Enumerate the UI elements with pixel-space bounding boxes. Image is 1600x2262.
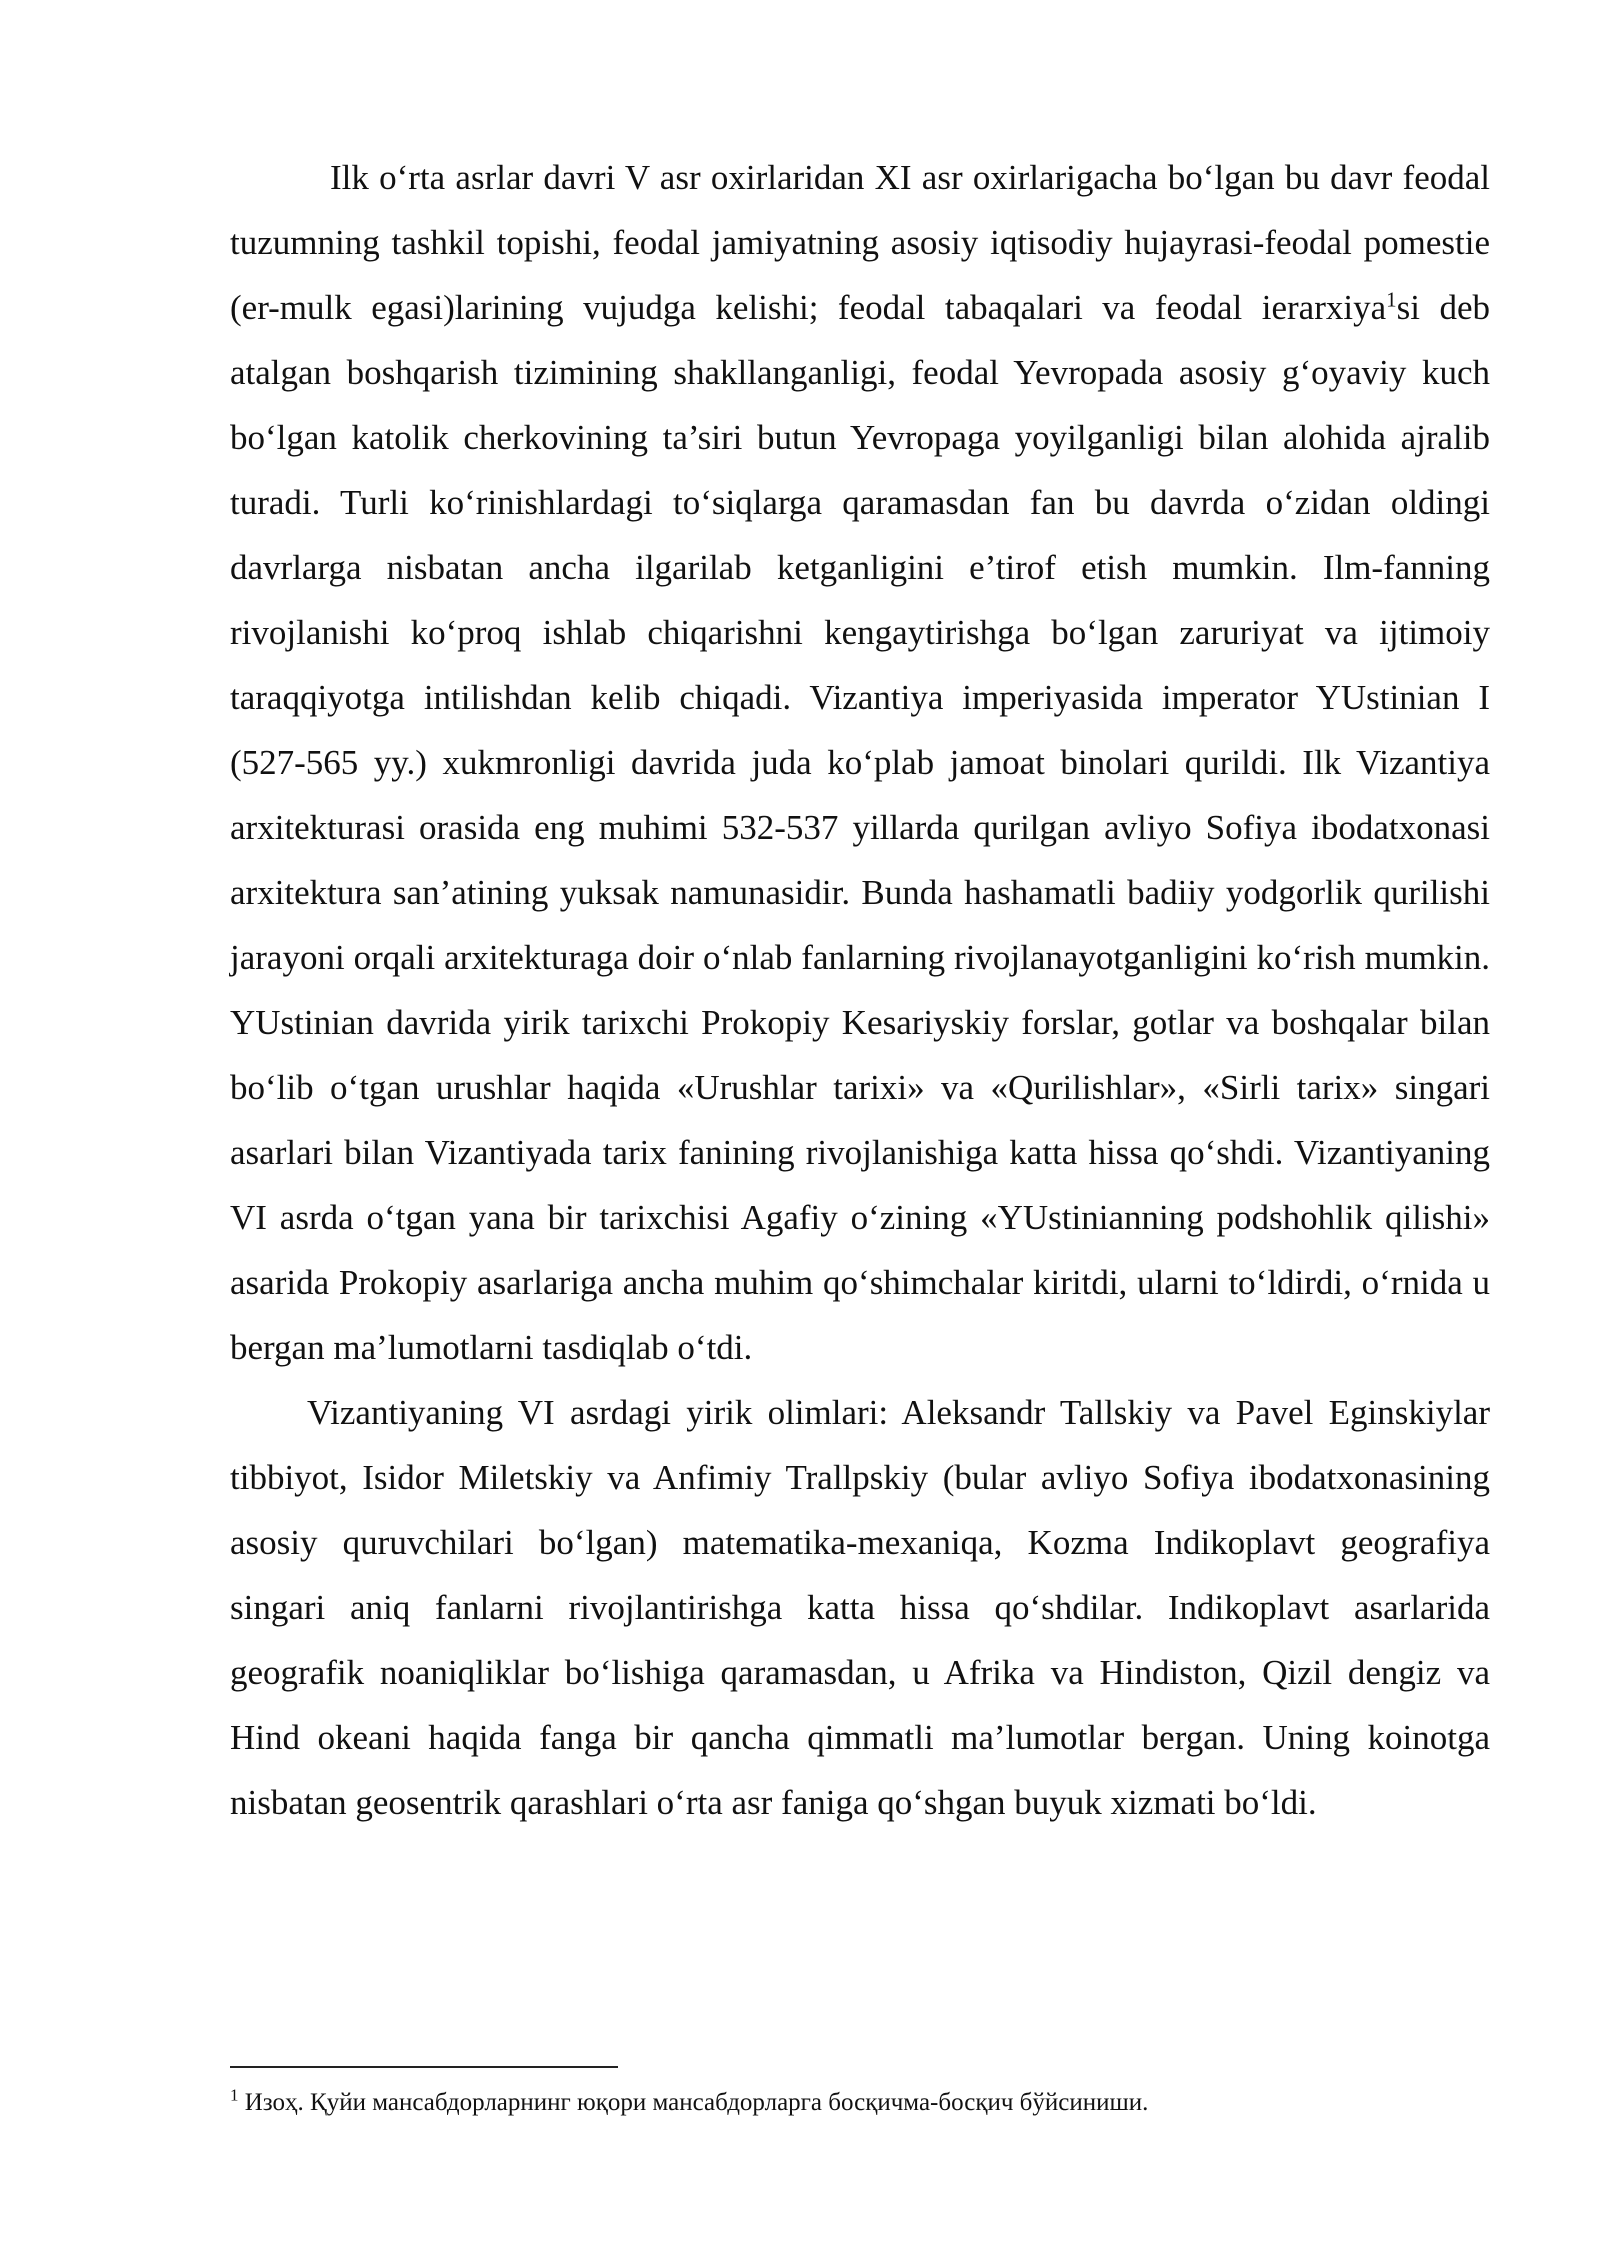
paragraph-1-part-1: Ilk o‘rta asrlar davri V asr oxirlaridan XI asr oxirlarigacha bo‘lgan bu davr feodal tuzumning tashkil topishi, feodal jamiyatning asosiy iqtisodiy hujayrasi-feodal pomestie (er-mulk egasi)larining vujudga kelishi; feodal tabaqalari va feodal ierarxiya xyxy=(230,158,1490,327)
footnote-separator xyxy=(230,2066,618,2068)
footnote-reference[interactable]: 1 xyxy=(1386,287,1397,312)
paragraph-1 xyxy=(230,145,1490,1380)
footnote xyxy=(230,2086,1490,2120)
paragraph-2: Vizantiyaning VI asrdagi yirik olimlari: Aleksandr Tallskiy va Pavel Eginskiylar tibbiyot, Isidor Miletskiy va Anfimiy Trallpskiy (bular avliyo Sofiya ibodatxonasining asosiy quruvchilari bo‘lgan) matematika-mexaniqa, Kozma Indikoplavt geografiya singari aniq fanlarni rivojlantirishga katta hissa qo‘shdilar. Indikoplavt asarlarida geografik noaniqliklar bo‘lishiga qaramasdan, u Afrika va Hindiston, Qizil dengiz va Hind okeani haqida fanga bir qancha qimmatli ma’lumotlar bergan. Uning koinotga nisbatan geosentrik qarashlari o‘rta asr faniga qo‘shgan buyuk xizmati bo‘ldi. xyxy=(230,1393,1490,1822)
paragraph-1-part-2: si deb atalgan boshqarish tizimining shakllanganligi, feodal Yevropada asosiy g‘oyaviy kuch bo‘lgan katolik cherkovining ta’siri butun Yevropaga yoyilganligi bilan alohida ajralib turadi. Turli ko‘rinishlardagi to‘siqlarga qaramasdan fan bu davrda o‘zidan oldingi davrlarga nisbatan ancha ilgarilab ketganligini e’tirof etish mumkin. Ilm-fanning rivojlanishi ko‘proq ishlab chiqarishni kengaytirishga bo‘lgan zaruriyat va ijtimoiy taraqqiyotga intilishdan kelib chiqadi. Vizantiya imperiyasida imperator YUstinian I (527-565 yy.) xukmronligi davrida juda ko‘plab jamoat binolari qurildi. Ilk Vizantiya arxitekturasi orasida eng muhimi 532-537 yillarda qurilgan avliyo Sofiya ibodatxonasi arxitektura san’atining yuksak namunasidir. Bunda hashamatli badiiy yodgorlik qurilishi jarayoni orqali arxitekturaga doir o‘nlab fanlarning rivojlanayotganligini ko‘rish mumkin. YUstinian davrida yirik tarixchi Prokopiy Kesariyskiy forslar, gotlar va boshqalar bilan bo‘lib o‘tgan urushlar haqida «Urushlar tarixi» va «Qurilishlar», «Sirli tarix» singari asarlari bilan Vizantiyada tarix fanining rivojlanishiga katta hissa qo‘shdi. Vizantiyaning VI asrda o‘tgan yana bir tarixchisi Agafiy o‘zining «YUstinianning podshohlik qilishi» asarida Prokopiy asarlariga ancha muhim qo‘shimchalar kiritdi, ularni to‘ldirdi, o‘rnida u bergan ma’lumotlarni tasdiqlab o‘tdi. xyxy=(230,288,1490,1367)
body-text xyxy=(230,145,1490,1835)
footnote-marker: 1 xyxy=(230,2085,239,2105)
footnote-text: Изоҳ. Қуйи мансабдорларнинг юқори мансабдорларга босқичма-босқич бўйсиниши. xyxy=(238,2089,1149,2116)
